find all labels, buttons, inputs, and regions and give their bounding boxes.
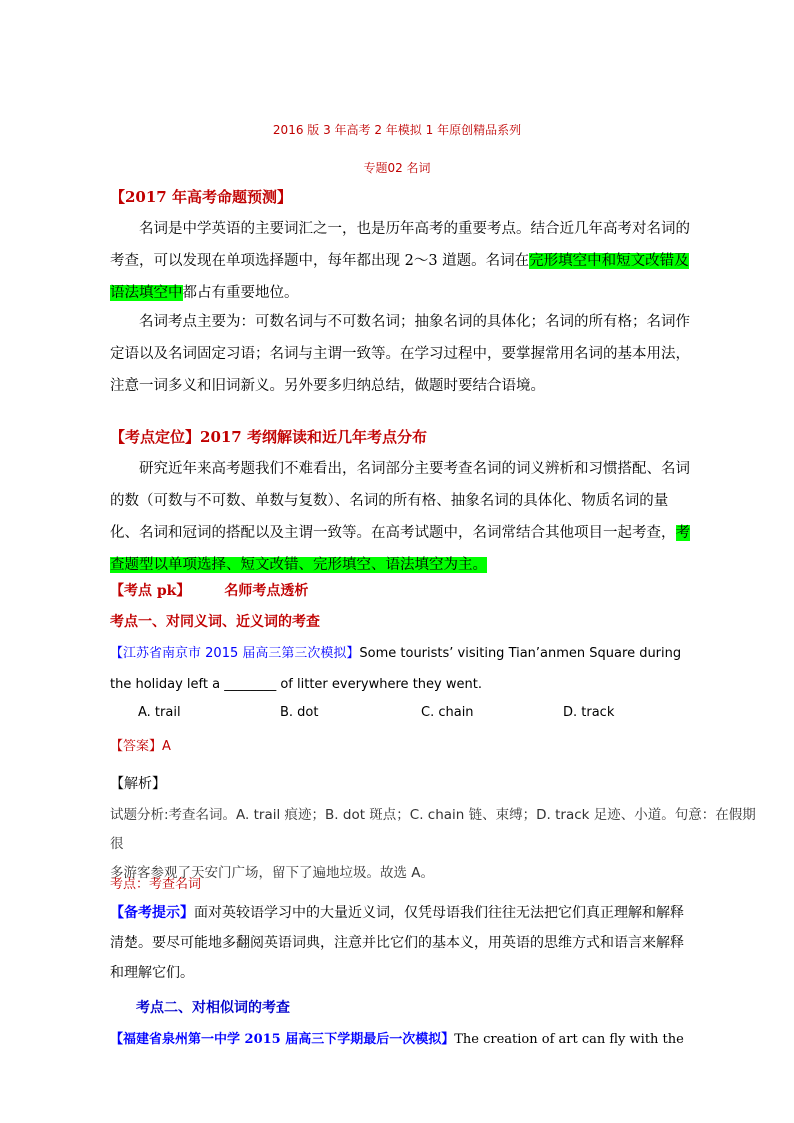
highlighted-text: 考查题型以单项选择、短文改错、完形填空、语法填空为主。 <box>110 525 690 573</box>
pk-label: 【考点 pk】 <box>110 583 191 599</box>
option-c: C. chain <box>421 705 474 720</box>
question-1-line-1 <box>110 638 700 669</box>
section-heading-pk <box>110 580 308 600</box>
option-d: D. track <box>563 705 615 720</box>
question-text: Some tourists’ visiting Tian’anmen Square during <box>359 646 682 661</box>
paragraph-text: 名词是中学英语的主要词汇之一，也是历年高考的重要考点。结合近几年高考对名词的考查，可以发现在单项选择题中，每年都出现 2～3 道题。名词在 <box>110 221 690 269</box>
question-source: 江苏省南京市 2015 届高三第三次模拟 <box>123 646 347 661</box>
answer: 【答案】A <box>110 739 171 754</box>
series-title: 2016 版 3 年高考 2 年模拟 1 年原创精品系列 <box>272 123 522 137</box>
point-heading-synonyms: 考点一、对同义词、近义词的考查 <box>110 614 320 630</box>
paragraph-points: 名词考点主要为：可数名词与不可数名词；抽象名词的具体化；名词的所有格；名词作定语以及名词固定习语；名词与主谓一致等。在学习过程中，要掌握常用名词的基本用法，注意一词多义和旧词新义。另外要多归纳总结，做题时要结合语境。 <box>110 314 690 394</box>
question-1-line-2: the holiday left a ________ of litter everywhere they went. <box>110 677 482 692</box>
exam-tip <box>110 898 690 988</box>
question-text: The creation of art can fly with the <box>454 1032 684 1047</box>
tip-label: 【备考提示】 <box>110 905 194 921</box>
topic-title: 专题02 名词 <box>363 161 431 175</box>
analysis-label: 【解析】 <box>110 776 166 792</box>
option-a: A. trail <box>138 705 181 720</box>
paragraph-text: 研究近年来高考题我们不难看出，名词部分主要考查名词的词义辨析和习惯搭配、名词的数（可数与不可数、单数与复数）、名词的所有格、抽象名词的具体化、物质名词的量化、名词和冠词的搭配以及主谓一致等。在高考试题中，名词常结合其他项目一起考查， <box>110 461 690 541</box>
paragraph-outline <box>110 453 690 581</box>
kaodian-label: 考点：考查名词 <box>110 877 202 892</box>
point-heading-similar: 考点二、对相似词的考查 <box>136 1000 290 1016</box>
paragraph-text: 都占有重要地位。 <box>182 285 299 301</box>
analysis-line: 多游客参观了天安门广场，留下了遍地垃圾。故选 A。 <box>110 865 435 881</box>
tip-text: 面对英较语学习中的大量近义词，仅凭母语我们往往无法把它们真正理解和解释清楚。要尽可能地多翻阅英语词典，注意并比它们的基本义，用英语的思维方式和语言来解释和理解它们。 <box>110 905 684 981</box>
question-2-line-1 <box>110 1024 700 1055</box>
paragraph-intro <box>110 213 690 309</box>
question-source: 【福建省泉州第一中学 2015 届高三下学期最后一次模拟】 <box>110 1032 455 1047</box>
source-bracket: 】 <box>346 646 360 661</box>
highlighted-text: 完形填空中和短文改错及语法填空中 <box>110 253 689 301</box>
option-b: B. dot <box>280 705 319 720</box>
pk-subtitle: 名师考点透析 <box>224 583 309 599</box>
analysis-line: 试题分析:考查名词。A. trail 痕迹；B. dot 斑点；C. chain 链、束缚；D. track 足迹、小道。句意：在假期很 <box>110 807 756 852</box>
section-heading-prediction: 【2017 年高考命题预测】 <box>110 188 292 206</box>
source-bracket: 【 <box>110 646 124 661</box>
section-heading-outline: 【考点定位】2017 考纲解读和近几年考点分布 <box>110 428 427 446</box>
